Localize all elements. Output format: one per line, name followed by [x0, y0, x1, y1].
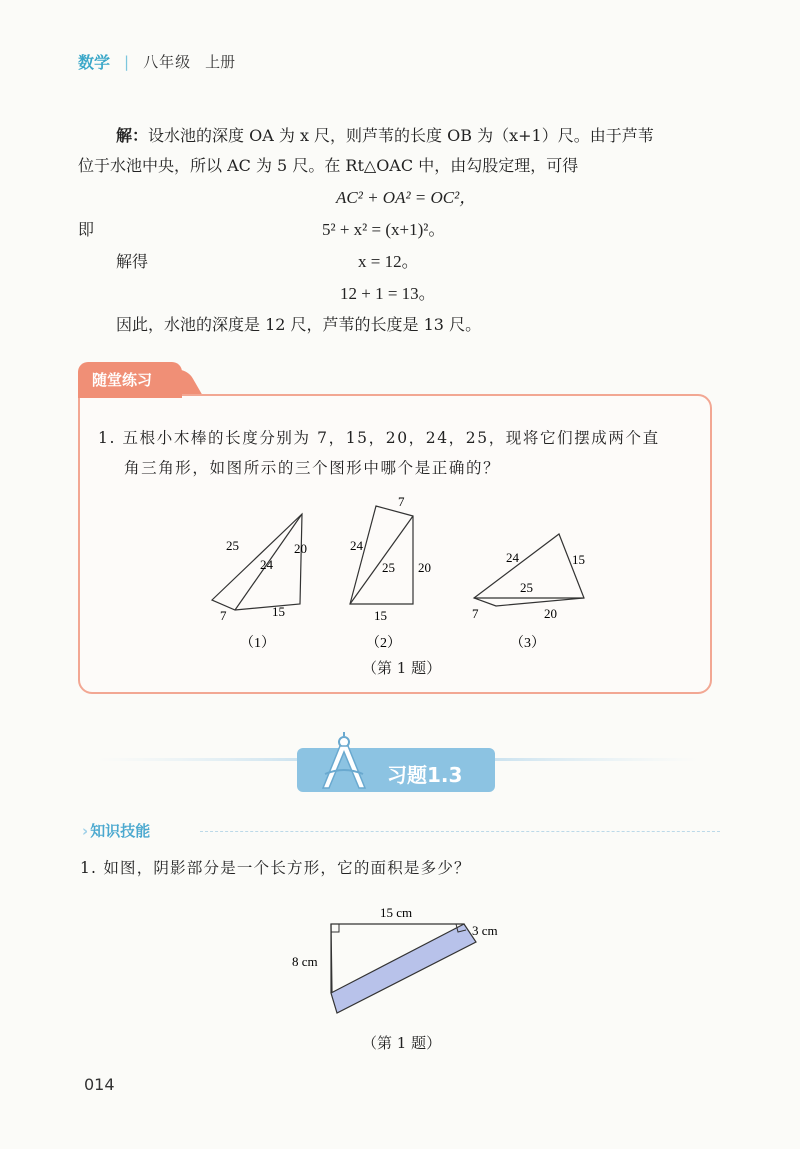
- solution-line-2: 位于水池中央，所以 AC 为 5 尺。在 Rt△OAC 中，由勾股定理，可得: [78, 156, 579, 175]
- equation-3: x = 12。: [358, 252, 419, 271]
- fig3-label-20: 20: [544, 606, 557, 621]
- label-3cm: 3 cm: [472, 923, 498, 938]
- exercise-badge: [297, 748, 495, 792]
- grade-label: 八年级: [143, 53, 192, 71]
- solution-line-1: [116, 125, 654, 147]
- figure-3: [472, 534, 585, 651]
- figure-1-outline: [212, 514, 302, 610]
- figure-3-label: （3）: [510, 636, 545, 651]
- figure-3-outline: [474, 534, 584, 606]
- jiede-label: 解得: [116, 252, 149, 271]
- fig2-label-15: 15: [374, 608, 387, 623]
- fig2-label-24: 24: [350, 538, 363, 553]
- header-separator: |: [124, 52, 130, 71]
- chevron-icon: ›: [82, 822, 89, 840]
- figure-1: [212, 514, 307, 651]
- fig1-label-20: 20: [294, 541, 307, 556]
- fig2-label-25: 25: [382, 560, 395, 575]
- practice-tab: 随堂练习: [78, 362, 182, 398]
- fig1-label-25: 25: [226, 538, 239, 553]
- fig2-label-7: 7: [398, 494, 405, 509]
- ji-label: 即: [78, 220, 95, 239]
- fig3-label-24: 24: [506, 550, 519, 565]
- fig3-label-25: 25: [520, 580, 533, 595]
- fig1-label-15: 15: [272, 604, 285, 619]
- page-header: [78, 50, 235, 73]
- label-15cm: 15 cm: [380, 905, 413, 920]
- shaded-rectangle: [331, 924, 476, 1013]
- equation-4: 12 + 1 = 13。: [340, 284, 436, 303]
- practice-caption: （第 1 题）: [362, 659, 442, 677]
- label-8cm: 8 cm: [292, 954, 318, 969]
- exercise-caption: （第 1 题）: [362, 1034, 442, 1052]
- practice-question-line-2: 角三角形，如图所示的三个图形中哪个是正确的？: [124, 459, 501, 477]
- equation-1: AC² + OA² = OC²，: [336, 188, 477, 207]
- fig1-label-7: 7: [220, 608, 227, 623]
- compass-icon: [315, 730, 373, 792]
- right-angle-mark-1: [331, 924, 339, 932]
- page-number: 014: [84, 1075, 115, 1094]
- equation-2: 5² + x² = (x+1)²。: [322, 220, 446, 239]
- subject-label: 数学: [78, 53, 111, 72]
- fig2-label-20: 20: [418, 560, 431, 575]
- fig1-label-24: 24: [260, 557, 273, 572]
- figure-2-outline: [350, 506, 413, 604]
- section-heading: [82, 820, 150, 841]
- volume-label: 上册: [205, 53, 236, 71]
- rectangle-figure: [280, 900, 520, 1030]
- solution-text-1: 设水池的深度 OA 为 x 尺，则芦苇的长度 OB 为（x+1）尺。由于芦苇: [148, 126, 654, 145]
- solution-conclusion: 因此，水池的深度是 12 尺，芦苇的长度是 13 尺。: [116, 315, 482, 334]
- practice-question-line-1: 1. 五根小木棒的长度分别为 7，15，20，24，25，现将它们摆成两个直: [98, 429, 660, 447]
- triangle-figures: [200, 492, 620, 652]
- section-title: 知识技能: [90, 822, 151, 840]
- fig3-label-15: 15: [572, 552, 585, 567]
- fig3-label-7: 7: [472, 606, 479, 621]
- solution-label: 解：: [116, 126, 149, 145]
- exercise-question-1: 1. 如图，阴影部分是一个长方形，它的面积是多少？: [80, 859, 471, 877]
- exercise-title: 习题1.3: [387, 763, 463, 787]
- section-rule: [200, 831, 720, 832]
- figure-1-label: （1）: [240, 636, 275, 651]
- figure-2: [350, 494, 431, 651]
- figure-2-label: （2）: [366, 636, 401, 651]
